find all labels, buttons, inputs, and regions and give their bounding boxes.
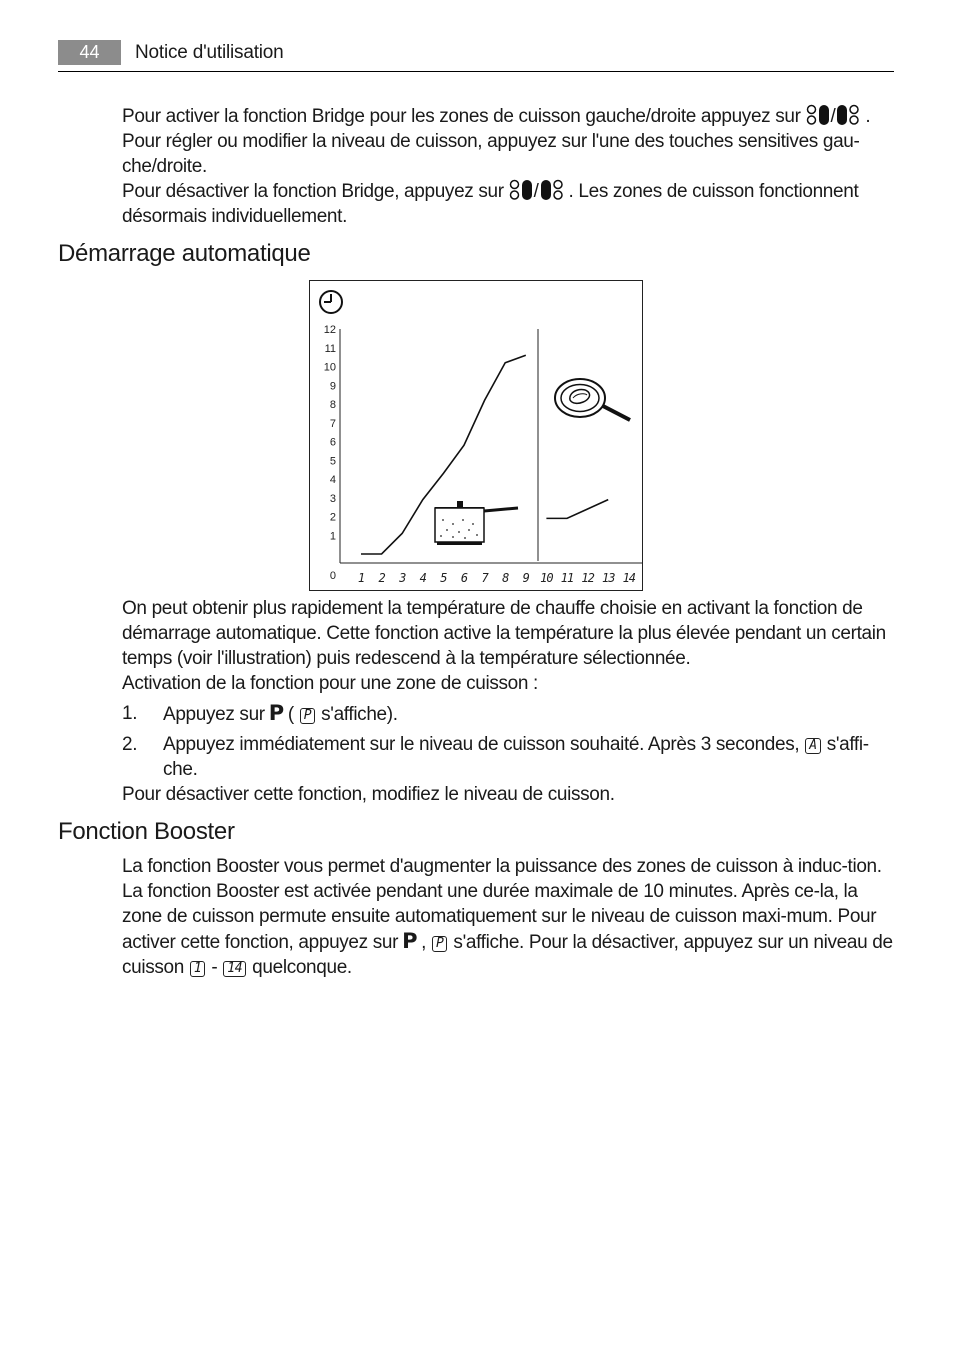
step-number: 2. bbox=[122, 734, 138, 755]
booster-text-start: La fonction Booster vous permet d'augmenter la puissance des zones de cuisson à induc-tion. La fonction Booster est activée pendant une durée maximale de 10 minutes. Après ce-la, la zone de cuisson permute ensuite automatiquement sur le niveau de cuisson maxi-mum. Pour activer cette fonction, appuyez sur bbox=[122, 856, 882, 953]
bridge-left-zone-icon bbox=[509, 179, 534, 201]
bridge-left-zone-icon bbox=[806, 104, 831, 126]
display-a-icon: A bbox=[805, 738, 820, 754]
step-1 bbox=[122, 701, 895, 727]
bridge-right-zone-icon bbox=[539, 179, 564, 201]
y-tick-label: 12 bbox=[323, 324, 336, 336]
level-1-key: 1 bbox=[190, 961, 205, 977]
intro-p1-end: . Pour régler ou modifier la niveau de cuisson, appuyez sur l'une des touches sensitives gau-che/droite. bbox=[122, 106, 871, 177]
x-tick-label: 7 bbox=[481, 571, 488, 585]
section1-paragraph-2: Activation de la fonction pour une zone de cuisson : bbox=[122, 673, 538, 694]
step-text: Appuyez immédiatement sur le niveau de cuisson souhaité. Après 3 secondes, bbox=[163, 734, 800, 755]
x-tick-label: 3 bbox=[399, 571, 406, 585]
activation-steps bbox=[122, 701, 895, 782]
step-text: ( bbox=[287, 704, 294, 725]
bridge-right-zone-icon bbox=[835, 104, 860, 126]
y-tick-label: 9 bbox=[329, 380, 336, 393]
display-p-icon: P bbox=[432, 936, 447, 952]
y-tick-label: 6 bbox=[329, 436, 336, 449]
x-tick-label: 2 bbox=[378, 571, 385, 585]
section1-text bbox=[122, 596, 895, 807]
dash: - bbox=[211, 957, 218, 978]
x-tick-label: 6 bbox=[460, 571, 468, 585]
section1-paragraph-3: Pour désactiver cette fonction, modifiez le niveau de cuisson. bbox=[122, 784, 615, 805]
step-text: Appuyez sur bbox=[163, 704, 265, 725]
slash: / bbox=[830, 106, 836, 127]
x-tick-label: 13 bbox=[601, 571, 615, 585]
x-tick-label: 11 bbox=[560, 571, 574, 585]
header-title: Notice d'utilisation bbox=[135, 42, 284, 63]
intro-paragraph-2 bbox=[122, 179, 895, 229]
x-tick-label: 10 bbox=[540, 571, 553, 585]
booster-text-middle: s'affiche. Pour la désactiver, appuyez sur un niveau de cuisson bbox=[122, 932, 893, 978]
section1-paragraph-1: On peut obtenir plus rapidement la température de chauffe choisie en activant la fonction de démarrage automatique. Cette fonction active la température la plus élevée pendant un certain temps (voir l'illustration) puis redescend à la température sélectionnée. bbox=[122, 598, 886, 669]
comma: , bbox=[421, 932, 427, 953]
display-p-icon: P bbox=[300, 708, 315, 724]
step-2 bbox=[122, 732, 895, 782]
intro-text bbox=[122, 104, 895, 229]
booster-text-end: quelconque. bbox=[252, 957, 352, 978]
p-key-icon: P bbox=[402, 929, 418, 953]
level-14-key: 14 bbox=[223, 961, 246, 977]
y-tick-label: 0 bbox=[329, 570, 336, 582]
x-tick-label: 14 bbox=[622, 571, 636, 585]
x-tick-label: 1 bbox=[357, 571, 365, 585]
x-tick-label: 4 bbox=[419, 571, 426, 585]
x-tick-label: 5 bbox=[440, 571, 447, 585]
y-tick-label: 2 bbox=[329, 511, 336, 524]
y-tick-label: 5 bbox=[329, 455, 336, 468]
section2-text bbox=[122, 854, 895, 980]
section2-paragraph-1 bbox=[122, 854, 895, 980]
step-number: 1. bbox=[122, 703, 138, 724]
y-tick-label: 10 bbox=[323, 361, 336, 374]
auto-start-chart bbox=[309, 280, 643, 591]
section-title-booster: Fonction Booster bbox=[58, 818, 235, 845]
step-text: s'affi-che. bbox=[163, 734, 869, 780]
page-header bbox=[58, 40, 894, 72]
intro-p2-end: . Les zones de cuisson fonctionnent désormais individuellement. bbox=[122, 181, 859, 227]
x-tick-label: 8 bbox=[502, 571, 509, 585]
y-tick-label: 7 bbox=[329, 417, 336, 430]
step-text: s'affiche). bbox=[321, 704, 398, 725]
y-tick-label: 4 bbox=[329, 474, 336, 486]
intro-paragraph-1 bbox=[122, 104, 895, 179]
page-number: 44 bbox=[58, 40, 121, 65]
intro-p1-start: Pour activer la fonction Bridge pour les zones de cuisson gauche/droite appuyez sur bbox=[122, 106, 801, 127]
x-tick-label: 9 bbox=[522, 571, 529, 585]
p-key-icon: P bbox=[268, 701, 284, 725]
y-tick-label: 8 bbox=[329, 399, 336, 411]
y-tick-label: 11 bbox=[324, 342, 336, 355]
chart-svg bbox=[309, 280, 643, 591]
slash: / bbox=[533, 181, 539, 202]
y-tick-label: 1 bbox=[329, 530, 336, 543]
section-title-demarrage: Démarrage automatique bbox=[58, 240, 311, 267]
x-tick-label: 12 bbox=[581, 571, 594, 585]
intro-p2-start: Pour désactiver la fonction Bridge, appuyez sur bbox=[122, 181, 504, 202]
y-tick-label: 3 bbox=[329, 492, 336, 505]
